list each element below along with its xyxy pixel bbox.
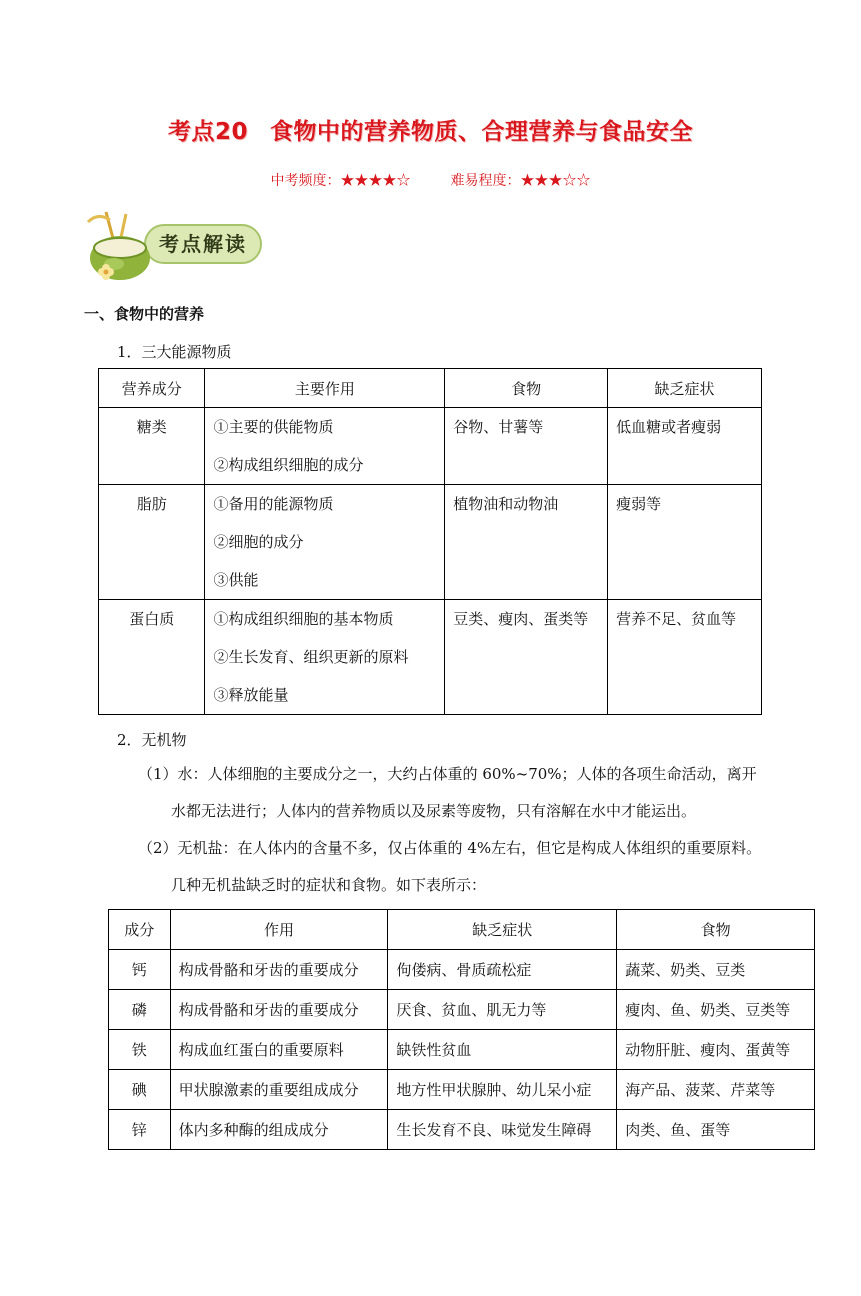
salt-paragraph-line1: （2）无机盐：在人体内的含量不多，仅占体重的 4%左右，但它是构成人体组织的重要原料。 (138, 839, 762, 857)
nutrient-function: ②细胞的成分 (213, 533, 304, 551)
mineral-food: 海产品、菠菜、芹菜等 (617, 1070, 815, 1110)
section-heading: 一、食物中的营养 (84, 305, 205, 323)
nutrient-food: 植物油和动物油 (453, 495, 559, 513)
subsection-heading-inorganic: 2．无机物 (117, 731, 187, 749)
mineral-deficiency: 缺铁性贫血 (388, 1030, 617, 1070)
mineral-function: 体内多种酶的组成成分 (170, 1110, 388, 1150)
mineral-food: 蔬菜、奶类、豆类 (617, 950, 815, 990)
table-header-row (109, 910, 815, 950)
header-cell: 营养成分 (99, 369, 205, 408)
badge-label: 考点解读 (144, 224, 262, 264)
exam-frequency: 中考频度：★★★★☆ (270, 173, 411, 189)
section-badge (84, 208, 264, 282)
salt-paragraph-line2: 几种无机盐缺乏时的症状和食物。如下表所示： (171, 876, 487, 894)
nutrient-deficiency: 瘦弱等 (616, 495, 662, 513)
nutrient-function: ②构成组织细胞的成分 (213, 456, 364, 474)
nutrient-food: 谷物、甘薯等 (453, 418, 544, 436)
mineral-name: 钙 (109, 950, 171, 990)
mineral-deficiency: 生长发育不良、味觉发生障碍 (388, 1110, 617, 1150)
page-title (0, 113, 861, 146)
mineral-deficiency: 地方性甲状腺肿、幼儿呆小症 (388, 1070, 617, 1110)
rating-line (0, 170, 861, 190)
nutrient-food: 豆类、瘦肉、蛋类等 (453, 610, 589, 628)
nutrient-function: ①主要的供能物质 (213, 418, 334, 436)
table-row (109, 990, 815, 1030)
header-cell: 主要作用 (205, 369, 445, 408)
table-row (109, 1070, 815, 1110)
mineral-name: 锌 (109, 1110, 171, 1150)
minerals-table (108, 909, 815, 1150)
header-cell: 缺乏症状 (388, 910, 617, 950)
nutrient-function: ②生长发育、组织更新的原料 (213, 648, 409, 666)
nutrient-function: ①备用的能源物质 (213, 495, 334, 513)
table-row (99, 485, 762, 600)
table-row (99, 600, 762, 715)
subsection-heading-energy: 1．三大能源物质 (117, 343, 232, 361)
header-cell: 食物 (617, 910, 815, 950)
title-code: 考点20 (167, 119, 248, 145)
mineral-food: 肉类、鱼、蛋等 (617, 1110, 815, 1150)
mineral-function: 构成骨骼和牙齿的重要成分 (170, 950, 388, 990)
table-header-row (99, 369, 762, 408)
mineral-name: 磷 (109, 990, 171, 1030)
nutrient-deficiency: 低血糖或者瘦弱 (616, 418, 722, 436)
energy-nutrients-table (98, 368, 762, 715)
mineral-function: 甲状腺激素的重要组成成分 (170, 1070, 388, 1110)
table-row (109, 1110, 815, 1150)
nutrient-name: 蛋白质 (129, 610, 175, 628)
header-cell: 成分 (109, 910, 171, 950)
nutrient-function: ③释放能量 (213, 686, 289, 704)
mineral-name: 铁 (109, 1030, 171, 1070)
header-cell: 食物 (445, 369, 608, 408)
nutrient-name: 脂肪 (136, 495, 167, 513)
nutrient-function: ③供能 (213, 571, 259, 589)
difficulty-level: 难易程度：★★★☆☆ (450, 173, 591, 189)
table-row (109, 1030, 815, 1070)
mineral-deficiency: 佝偻病、骨质疏松症 (388, 950, 617, 990)
table-row (109, 950, 815, 990)
nutrient-name: 糖类 (136, 418, 167, 436)
mineral-name: 碘 (109, 1070, 171, 1110)
mineral-food: 动物肝脏、瘦肉、蛋黄等 (617, 1030, 815, 1070)
water-paragraph-line2: 水都无法进行；人体内的营养物质以及尿素等废物，只有溶解在水中才能运出。 (171, 802, 697, 820)
mineral-food: 瘦肉、鱼、奶类、豆类等 (617, 990, 815, 1030)
mineral-deficiency: 厌食、贫血、肌无力等 (388, 990, 617, 1030)
mineral-function: 构成血红蛋白的重要原料 (170, 1030, 388, 1070)
header-cell: 作用 (170, 910, 388, 950)
water-paragraph-line1: （1）水：人体细胞的主要成分之一，大约占体重的 60%~70%；人体的各项生命活动，离开 (138, 765, 757, 783)
title-text: 食物中的营养物质、合理营养与食品安全 (270, 119, 693, 145)
header-cell: 缺乏症状 (608, 369, 762, 408)
table-row (99, 408, 762, 485)
coconut-drink-icon (84, 208, 164, 282)
nutrient-function: ①构成组织细胞的基本物质 (213, 610, 394, 628)
mineral-function: 构成骨骼和牙齿的重要成分 (170, 990, 388, 1030)
nutrient-deficiency: 营养不足、贫血等 (616, 610, 737, 628)
